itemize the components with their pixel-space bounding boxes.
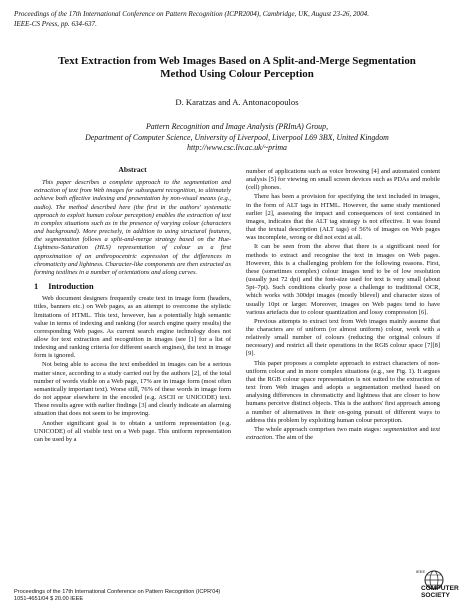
p6-term-segmentation: segmentation [383,425,418,433]
affiliation-department: Department of Computer Science, University of Liverpool, Liverpool L69 3BX, United Kingdom [85,132,389,142]
abstract-text: This paper describes a complete approach to the segmentation and extraction of text from Web images for subsequent recognition, to ultimately achieve both effective indexing and presentation by non-visual means (e.g., audio). The method described here (the first in the authors' systematic approach to exploit human colour perception) enables the extraction of text in complex situations such as in the presence of varying colour (characters and background). More precisely, in addition to using structural features, the segmentation follows a split-and-merge strategy based on the Hue-Lightness-Saturation (HLS) representation of colour as a first approximation of an anthropocentric expression of the differences in chromaticity and lightness. Character-like components are then extracted as forming textlines in a number of orientations and along curves. [34,179,231,276]
right-paragraph-1: number of applications such as voice browsing [4] and automated content analysis [5] for viewing on small screen devices such as PDAs and mobile (cell) phones. [246,168,440,192]
right-paragraph-3: It can be seen from the above that there is a significant need for methods to extract and recognise the text in images on Web pages. However, this is a challenging problem for the following reasons. First, these (sometimes complex) colour images tend to be of low resolution (usually just 72 dpi) and the font-size used for text is very small (about 5pt–7pt). Such conditions clearly pose a challenge to traditional OCR, which works with 300dpi images (mostly bilevel) and character sizes of usually 10pt or larger. Moreover, images on Web pages tend to have various artefacts due to colour quantization and lossy compression [6]. [246,243,440,316]
intro-paragraph-3: Another significant goal is to obtain a uniform representation (e.g. UNICODE) of all visible text on a Web page. This uniform representation can be used by a [34,419,231,443]
p6-and: and [419,425,429,433]
proceedings-header-line2: IEEE-CS Press, pp. 634-637. [14,20,97,28]
authors: D. Karatzas and A. Antonacopoulos [175,97,299,107]
right-paragraph-2: There has been a provision for specifying the text included in images, in the form of ALT tags in HTML. However, the same study mentioned earlier [2], assessing the impact and consequences of text contained in images, indicates that the ALT tag strategy is not effective. It was found that the textual description (ALT tags) of 56% of images on Web pages was incomplete, wrong or did not exist at all. [246,193,440,242]
section-title: Introduction [48,282,94,292]
left-column [34,166,231,445]
logo-wordmark [421,585,459,599]
p6-term-text-extraction: text extraction [246,425,441,441]
intro-paragraph-2: Not being able to access the text embedded in images can be a serious matter since, according to a study carried out by the authors [2], of the total number of words visible on a Web page, 17% are in image form (most often semantically important text). Worse still, 76% of these words in image form do not appear elsewhere in the encoded (e.g. ASCII or UNICODE) text. These results agree with earlier findings [3] and clearly indicate an alarming situation that does not seem to be improving. [34,361,231,418]
right-column [246,168,440,443]
right-paragraph-6 [246,426,440,442]
affiliation-url[interactable]: http://www.csc.liv.ac.uk/~prima [187,143,287,153]
affiliation [20,122,454,154]
proceedings-header [14,9,460,29]
footer-line1: Proceedings of the 17th International Conference on Pattern Recognition (ICPR'04) [14,589,221,595]
page-footer [14,589,220,604]
proceedings-header-line1: Proceedings of the 17th International Conference on Pattern Recognition (ICPR2004), Cambridge, UK, August 23-26, 2004. [14,10,369,18]
ieee-computer-society-logo [413,568,463,608]
paper-title [20,55,454,81]
footer-line2: 1051-4651/04 $ 20.00 IEEE [14,596,84,603]
affiliation-group: Pattern Recognition and Image Analysis (PRImA) Group, [145,122,329,131]
p6-end: . The aim of the [272,434,313,441]
logo-ieee-text: IEEE [416,569,426,574]
intro-paragraph-1: Web document designers frequently create text in image form (headers, titles, banners etc.) on Web pages, as an attempt to overcome the stylistic limitations of HTML. This text, however, has a potentially high semantic value in terms of indexing and ranking (for search engine query results) the corresponding Web pages. As current search engine technology does not allow for text extraction and recognition in images (see [1] for a list of indexing and ranking criteria for different search engines), the text in image form is ignored. [34,295,231,360]
right-paragraph-4: Previous attempts to extract text from Web images mainly assume that the characters are of uniform (or almost uniform) colour, work with a relatively small number of colours (reducing the original colours if necessary) and restrict all their operations in the RGB colour space [7][8][9]. [246,317,440,358]
paper-title-line2: Method Using Colour Perception [160,68,314,80]
section-number: 1 [34,282,39,292]
introduction-heading [34,283,231,291]
abstract-heading: Abstract [118,165,147,174]
p6-start: The whole approach comprises two main stages: [254,425,382,433]
right-paragraph-5: This paper proposes a complete approach to extract characters of non-uniform colour and in more complex situations (e.g., see Fig. 1). It argues that the RGB colour space representation is not suited to the extraction of text from Web images and adopts a segmentation method based on analysing differences in chromaticity and lightness that are closer to how humans perceive distinct objects. This is the authors' first approach among a number of alternatives in their on-going pursuit of different ways to address this problem by exploiting human colour perception. [246,359,440,424]
paper-title-line1: Text Extraction from Web Images Based on A Split-and-Merge Segmentation [58,55,416,67]
logo-line2: SOCIETY [421,592,450,599]
logo-line1: COMPUTER [421,585,459,592]
